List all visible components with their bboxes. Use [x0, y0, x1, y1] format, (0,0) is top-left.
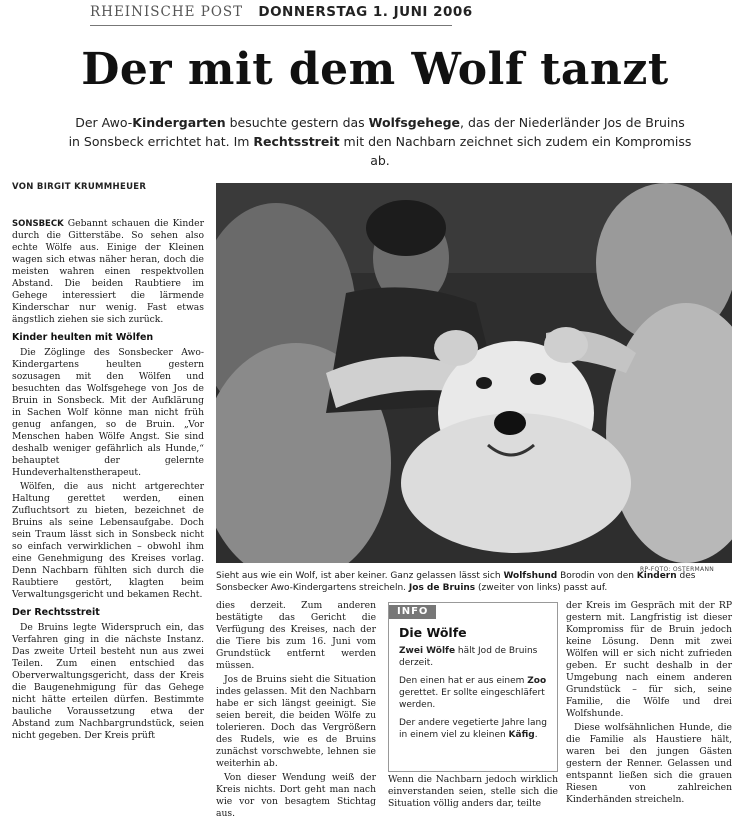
- photo-caption: [216, 570, 732, 594]
- article-column-3: [388, 774, 558, 812]
- issue-date: DONNERSTAG 1. JUNI 2006: [258, 4, 473, 20]
- subhead-text: besuchte gestern das: [225, 115, 369, 130]
- subhead-text: mit den Nachbarn zeichnet sich zudem ein Kompromiss ab.: [339, 134, 692, 168]
- subhead-text: , das der Niederländer Jos de Bruins: [460, 115, 685, 130]
- paragraph: De Bruins legte Widerspruch ein, das Verfahren ging in die nächste Instanz. Das zweite Urteil besteht nun aus zwei Teilen. Zum einen entschied das Oberverwaltungsgericht, dass der Kreis die Baugenehmigung für das Gehege nicht hätte erteilen dürfen. Bestimmte bauliche Voraussetzung etwa der Abstand zum Nachbargrundstück, seien nicht gegeben. Der Kreis prüft: [12, 622, 204, 741]
- subhead-bold: Rechtsstreit: [253, 134, 340, 149]
- paragraph: Von dieser Wendung weiß der Kreis nichts. Dort geht man nach wie vor von besagtem Stichtag aus.: [216, 772, 376, 819]
- info-title: Die Wölfe: [399, 625, 467, 640]
- caption-bold: Wolfshund: [503, 571, 558, 581]
- dateline: SONSBECK: [12, 219, 64, 229]
- photo-image: [216, 183, 732, 563]
- info-bold: Käfig: [508, 730, 535, 740]
- info-tag: INFO: [389, 605, 436, 619]
- crosshead: Der Rechtsstreit: [12, 607, 100, 618]
- subhead-text: Der Awo-: [75, 115, 133, 130]
- paragraph: Wölfen, die aus nicht artgerechter Haltung gerettet werden, einen Zufluchtsort zu bieten, bezeichnet de Bruins als seine Lebensaufgabe. Doch sein Traum lässt sich in Sonsbeck nicht so einfach verwirklichen – obwohl ihm eine Genehmigung des Kreises vorlag. Denn Nachbarn fühlten sich durch die Raubtiere gestört, klagten beim Verwaltungsgericht und bekamen Recht.: [12, 481, 204, 600]
- info-text: Den einen hat er aus einem: [399, 676, 528, 686]
- caption-bold: Jos de Bruins: [408, 583, 476, 593]
- article-column-1: [12, 218, 204, 744]
- article-column-4: [566, 600, 732, 808]
- info-body: [399, 645, 549, 741]
- crosshead: Kinder heulten mit Wölfen: [12, 332, 154, 343]
- paragraph: Diese wolfsähnlichen Hunde, die die Familie als Haustiere hält, waren bei den jungen Gästen gestern der Renner. Gelassen und entspannt ließen sich die grauen Riesen von zahlreichen Kinderhänden streicheln.: [566, 722, 732, 805]
- info-box: [388, 602, 558, 772]
- byline: VON BIRGIT KRUMMHEUER: [12, 182, 147, 192]
- wolfhound-photo: [216, 183, 732, 563]
- newspaper-name: RHEINISCHE POST: [90, 4, 244, 20]
- paragraph: Gebannt schauen die Kinder durch die Gitterstäbe. So sehen also echte Wölfe aus. Einige der Kleinen wagen sich etwas näher heran, doch die meisten wahren einen respektvollen Abstand. Die beiden Raubtiere im Gehege interessiert die lärmende Kinderschar nur wenig. Fast etwas ängstlich ziehen sie sich zurück.: [12, 218, 204, 325]
- article-column-2: [216, 600, 376, 822]
- caption-text: Borodin von den: [557, 571, 637, 581]
- caption-bold: Kindern: [636, 571, 677, 581]
- caption-text: des Sonsbecker Awo-Kindergartens streicheln.: [216, 571, 696, 593]
- masthead-rule: [90, 25, 452, 26]
- info-text: gerettet. Er sollte eingeschläfert werden.: [399, 688, 545, 710]
- info-text: hält Jod de Bruins derzeit.: [399, 646, 538, 668]
- paragraph: Jos de Bruins sieht die Situation indes gelassen. Mit den Nachbarn habe er sich längst geeinigt. Sie seien bereit, die beiden Wölfe zu tolerieren. Doch das Vergrößern des Rudels, wie es de Bruins zunächst vorschwebte, lehnen sie weiterhin ab.: [216, 674, 376, 769]
- caption-text: (zweiter von links) passt auf.: [475, 583, 608, 593]
- photo-credit: RP-FOTO: OSTERMANN: [640, 566, 715, 573]
- subhead-text: in Sonsbeck errichtet hat. Im: [68, 134, 254, 149]
- subheadline: [60, 113, 700, 170]
- info-text: .: [534, 730, 538, 740]
- subhead-bold: Wolfsgehege: [368, 115, 460, 130]
- paragraph: dies derzeit. Zum anderen bestätigte das Gericht die Verfügung des Kreises, nach der die Tiere bis zum 16. Juni vom Grundstück entfernt werden müssen.: [216, 600, 376, 671]
- info-text: Der andere vegetierte Jahre lang in einem viel zu kleinen: [399, 718, 547, 740]
- headline: Der mit dem Wolf tanzt: [81, 44, 669, 95]
- info-bold: Zwei Wölfe: [399, 646, 456, 656]
- paragraph: Wenn die Nachbarn jedoch wirklich einverstanden seien, stelle sich die Situation völlig anders dar, teilte: [388, 774, 558, 809]
- paragraph: der Kreis im Gespräch mit der RP gestern mit. Langfristig ist dieser Kompromiss für de Bruin jedoch keine Lösung. Denn mit zwei Wölfen will er sich nicht zufrieden geben. Er sucht deshalb in der Umgebung nach einem anderen Grundstück – für sich, seine Familie, die Wölfe und drei Wolfshunde.: [566, 600, 732, 719]
- paragraph: Die Zöglinge des Sonsbecker Awo-Kindergartens heulten gestern sozusagen mit den Wölfen und besuchten das Wolfsgehege von Jos de Bruin in Sonsbeck. Mit der Aufklärung in Sachen Wolf könne man nicht früh genug anfangen, so de Bruin. „Vor Menschen haben Wölfe Angst. Sie sind deshalb weniger gefährlich als Hunde,“ behauptet der gelernte Hundeverhaltenstherapeut.: [12, 347, 204, 478]
- caption-text: Sieht aus wie ein Wolf, ist aber keiner. Ganz gelassen lässt sich: [216, 571, 504, 581]
- subhead-bold: Kindergarten: [132, 115, 226, 130]
- info-bold: Zoo: [527, 676, 547, 686]
- masthead: [90, 4, 473, 26]
